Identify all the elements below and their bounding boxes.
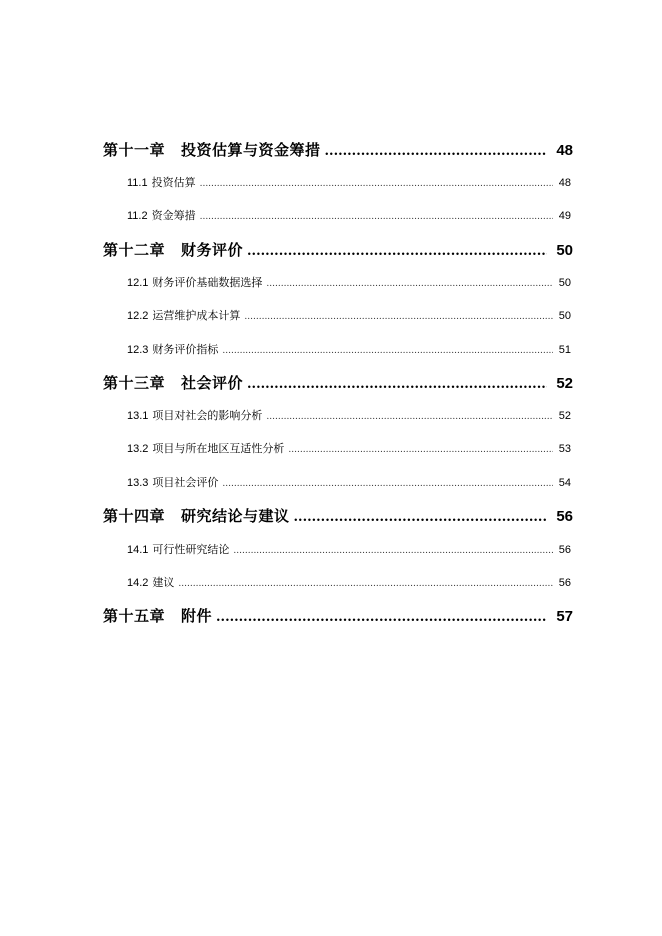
chapter-title: 研究结论与建议: [181, 507, 290, 525]
page-number: 52: [556, 375, 573, 392]
page-number: 48: [558, 177, 571, 189]
chapter-title: 社会评价: [181, 374, 244, 392]
section-number: 12.1: [127, 277, 149, 289]
toc-section-label: [127, 207, 196, 223]
dot-leader: [178, 579, 553, 589]
toc-section-label: [127, 307, 240, 323]
toc-chapter-14[interactable]: [103, 505, 573, 525]
dot-leader: [216, 610, 547, 625]
section-number: 13.3: [127, 477, 149, 489]
section-number: 12.3: [127, 344, 149, 356]
page-number: 51: [558, 344, 571, 356]
toc-section-13-3[interactable]: [127, 474, 571, 490]
page-number: 50: [558, 277, 571, 289]
chapter-number: 第十五章: [103, 607, 166, 625]
chapter-number: 第十四章: [103, 507, 166, 525]
page-number: 54: [558, 477, 571, 489]
toc-section-label: [127, 574, 174, 590]
toc-chapter-label: [103, 372, 243, 393]
toc-section-14-2[interactable]: [127, 574, 571, 590]
toc-chapter-15[interactable]: [103, 605, 573, 625]
toc-chapter-label: [103, 605, 212, 626]
section-title: 项目对社会的影响分析: [152, 409, 263, 422]
dot-leader: [247, 244, 547, 259]
toc-chapter-label: [103, 139, 321, 160]
page-number: 50: [556, 242, 573, 259]
page-number: 56: [558, 544, 571, 556]
dot-leader: [200, 179, 553, 189]
page-number: 57: [556, 608, 573, 625]
section-title: 投资估算: [151, 176, 196, 189]
chapter-title: 财务评价: [181, 241, 244, 259]
page-number: 53: [558, 443, 571, 455]
chapter-number: 第十二章: [103, 241, 166, 259]
toc-chapter-label: [103, 505, 290, 526]
toc-section-12-2[interactable]: [127, 307, 571, 323]
page-number: 49: [558, 210, 571, 222]
toc-section-label: [127, 440, 284, 456]
chapter-number: 第十三章: [103, 374, 166, 392]
page-number: 50: [558, 310, 571, 322]
section-number: 11.2: [127, 210, 148, 222]
toc-chapter-12[interactable]: [103, 239, 573, 259]
section-title: 财务评价基础数据选择: [152, 276, 263, 289]
chapter-title: 投资估算与资金筹措: [181, 141, 321, 159]
toc-chapter-13[interactable]: [103, 372, 573, 392]
section-number: 13.1: [127, 410, 149, 422]
dot-leader: [244, 312, 553, 322]
page-number: 48: [556, 142, 573, 159]
toc-section-label: [127, 541, 229, 557]
dot-leader: [266, 279, 553, 289]
dot-leader: [288, 445, 553, 455]
dot-leader: [222, 479, 553, 489]
section-title: 项目与所在地区互适性分析: [152, 442, 285, 455]
toc-chapter-11[interactable]: [103, 139, 573, 159]
section-title: 可行性研究结论: [152, 543, 230, 556]
section-number: 13.2: [127, 443, 149, 455]
dot-leader: [266, 412, 553, 422]
dot-leader: [222, 346, 553, 356]
dot-leader: [233, 546, 553, 556]
section-number: 14.2: [127, 577, 149, 589]
toc-section-label: [127, 407, 262, 423]
section-title: 项目社会评价: [152, 476, 219, 489]
section-number: 12.2: [127, 310, 149, 322]
toc-section-label: [127, 274, 262, 290]
section-title: 财务评价指标: [152, 343, 219, 356]
toc-section-11-2[interactable]: [127, 207, 571, 223]
toc-section-12-1[interactable]: [127, 274, 571, 290]
dot-leader: [325, 144, 547, 159]
page-number: 56: [556, 508, 573, 525]
toc-section-13-2[interactable]: [127, 440, 571, 456]
toc-section-label: [127, 341, 218, 357]
dot-leader: [294, 510, 547, 525]
toc-section-11-1[interactable]: [127, 174, 571, 190]
toc-section-label: [127, 174, 196, 190]
section-number: 11.1: [127, 177, 148, 189]
section-title: 运营维护成本计算: [152, 309, 241, 322]
dot-leader: [200, 212, 553, 222]
page-number: 52: [558, 410, 571, 422]
toc-section-label: [127, 474, 218, 490]
toc-section-13-1[interactable]: [127, 407, 571, 423]
section-title: 资金筹措: [151, 209, 196, 222]
chapter-title: 附件: [181, 607, 213, 625]
toc-section-14-1[interactable]: [127, 541, 571, 557]
toc-chapter-label: [103, 239, 243, 260]
dot-leader: [247, 377, 547, 392]
chapter-number: 第十一章: [103, 141, 166, 159]
section-title: 建议: [152, 576, 175, 589]
section-number: 14.1: [127, 544, 149, 556]
page-number: 56: [558, 577, 571, 589]
toc-section-12-3[interactable]: [127, 341, 571, 357]
